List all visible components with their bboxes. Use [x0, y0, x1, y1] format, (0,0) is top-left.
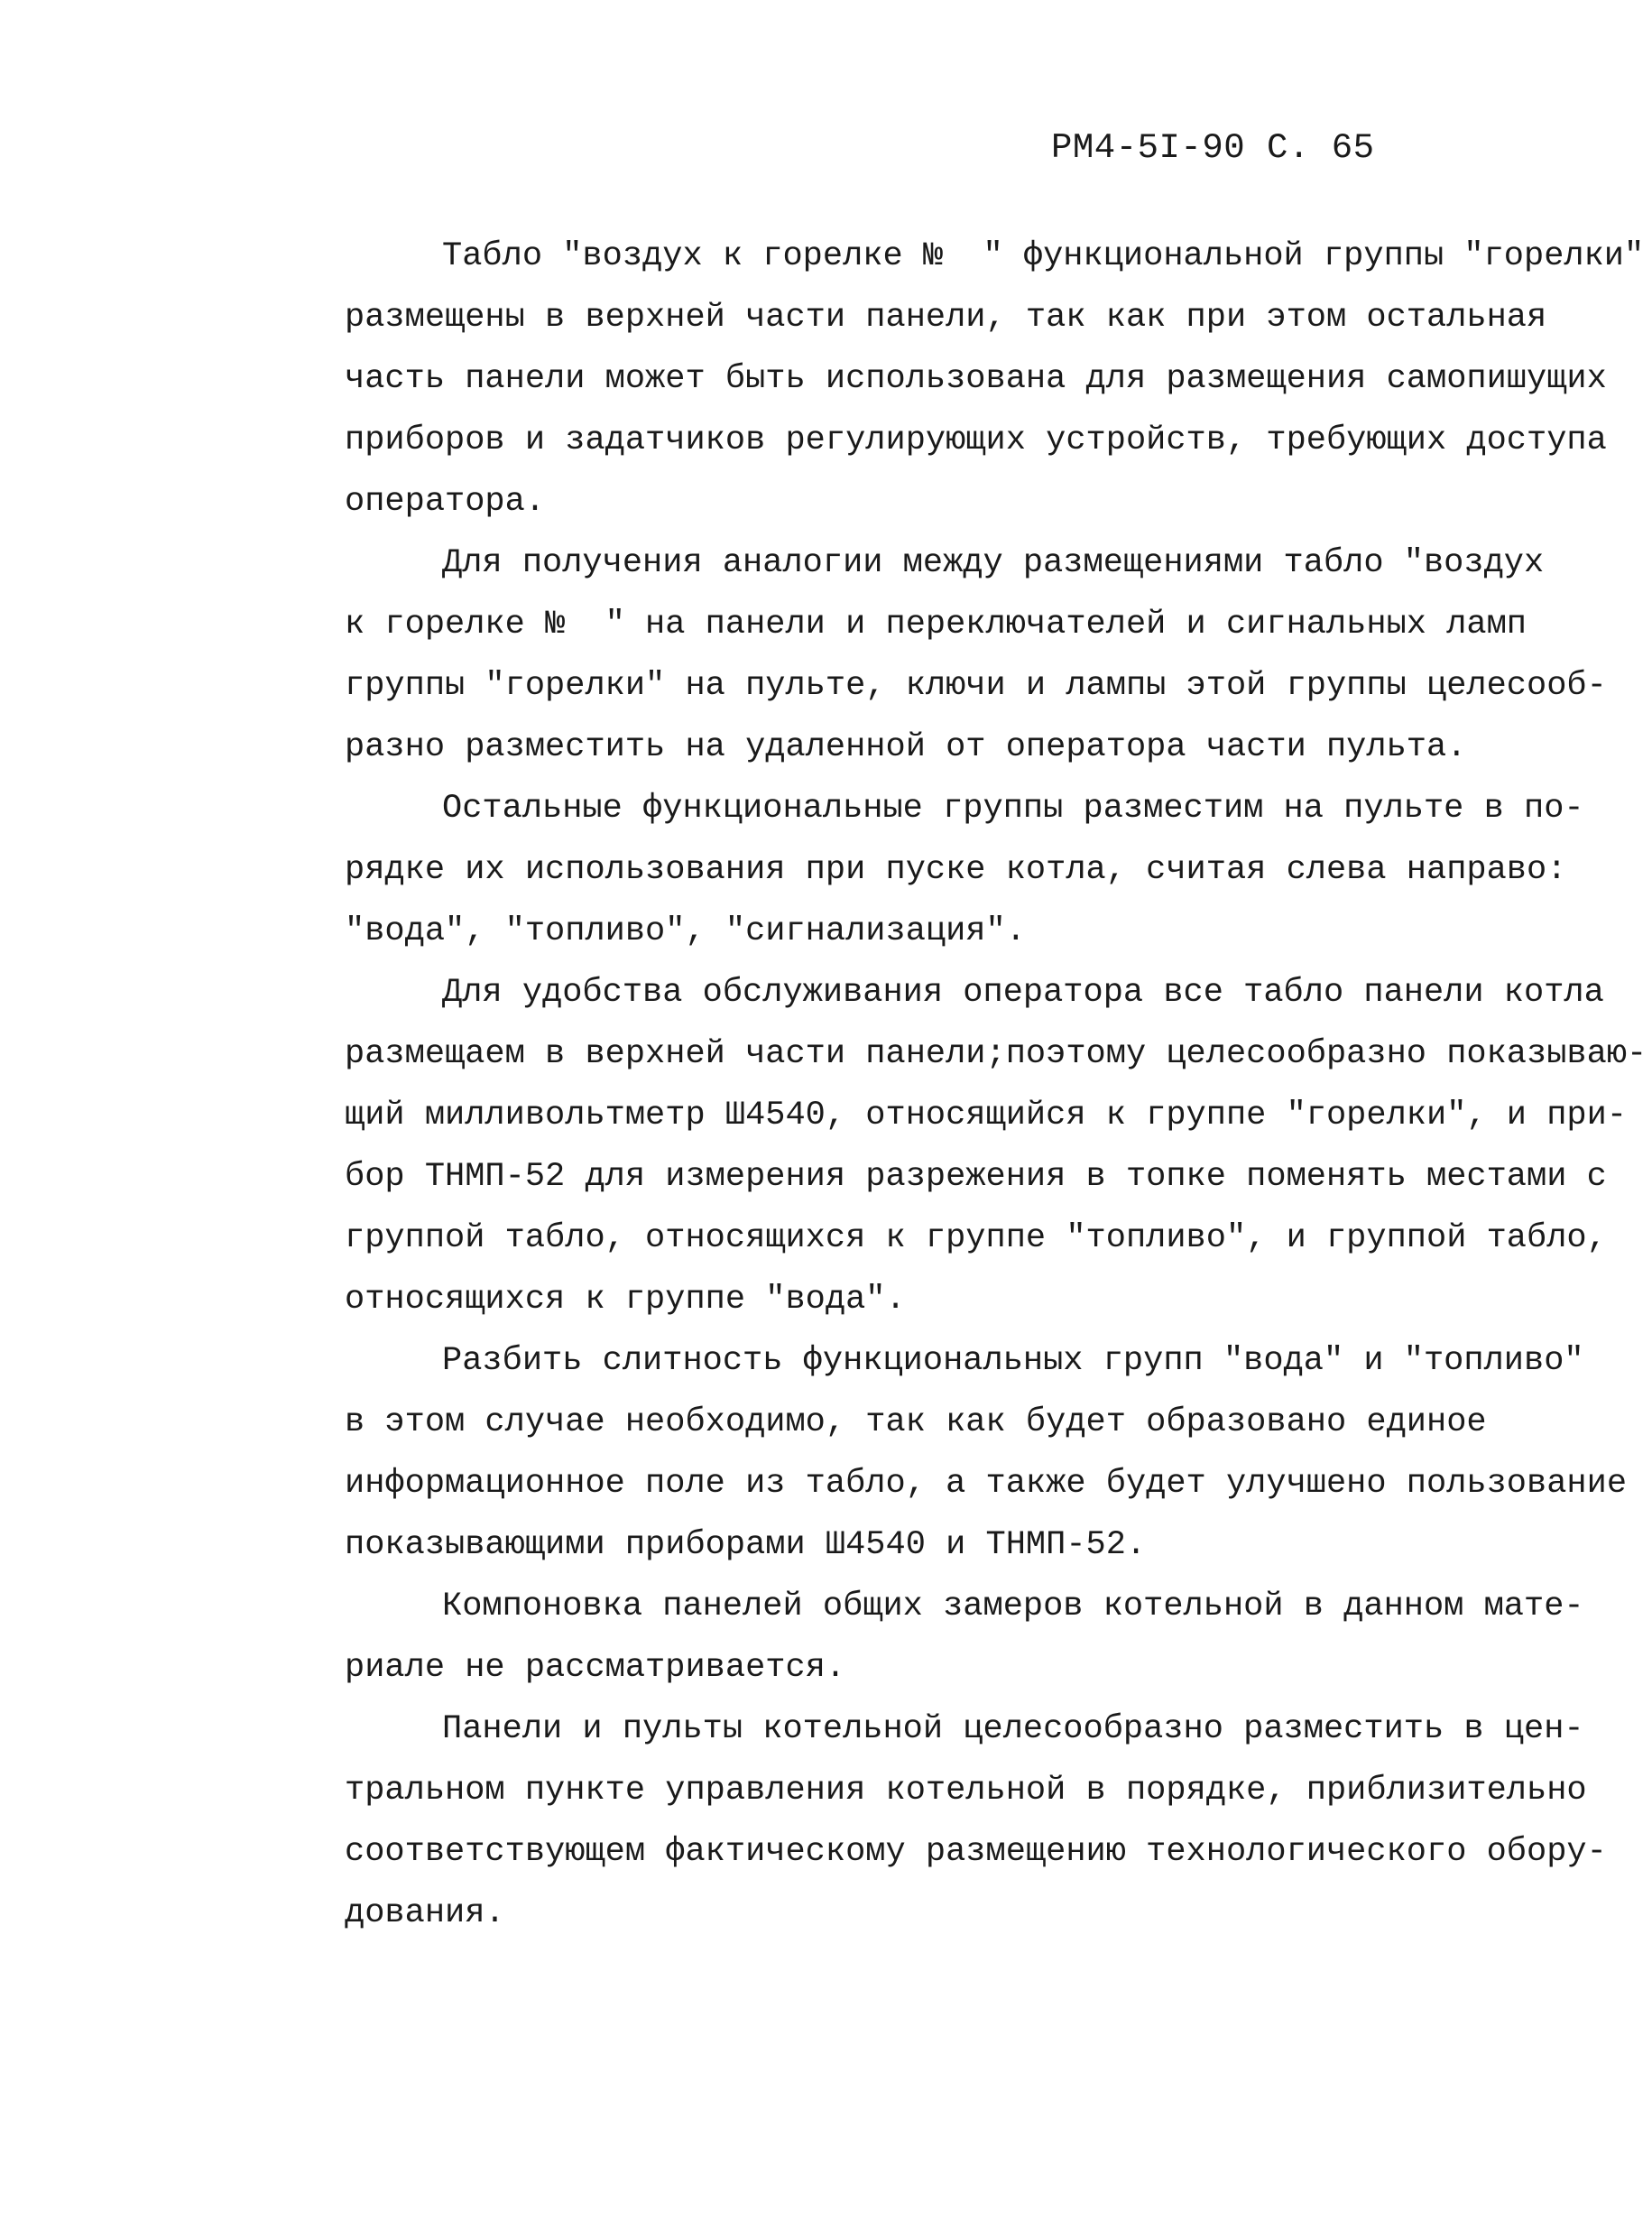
paragraph-2: [345, 532, 1626, 778]
document-body: [345, 226, 1647, 1944]
text-line: рядке их использования при пуске котла, считая слева направо:: [345, 851, 1567, 889]
text-line: Разбить слитность функциональных групп "вода" и "топливо": [442, 1342, 1584, 1380]
text-line: информационное поле из табло, а также будет улучшено пользование: [345, 1465, 1628, 1503]
text-line: часть панели может быть использована для размещения самопишущих: [345, 360, 1607, 398]
text-line: "вода", "топливо", "сигнализация".: [345, 912, 1026, 950]
text-line: Остальные функциональные группы разместим на пульте в по-: [442, 790, 1584, 828]
text-line: группой табло, относящихся к группе "топливо", и группой табло,: [345, 1219, 1607, 1257]
text-line: показывающими приборами Ш4540 и ТНМП-52.: [345, 1526, 1147, 1564]
paragraph-5: [345, 1330, 1626, 1576]
text-line: к горелке № " на панели и переключателей и сигнальных ламп: [345, 606, 1527, 643]
paragraph-7: [345, 1699, 1626, 1944]
text-line: бор ТНМП-52 для измерения разрежения в топке поменять местами с: [345, 1158, 1607, 1196]
text-line: Табло "воздух к горелке № " функциональной группы "горелки": [442, 237, 1645, 275]
paragraph-3: [345, 778, 1626, 962]
text-line: Для получения аналогии между размещениями табло "воздух: [442, 544, 1545, 582]
paragraph-6: [345, 1576, 1626, 1699]
page-reference: РМ4-5I-90 С. 65: [1051, 128, 1375, 168]
text-line: соответствующем фактическому размещению технологического обору-: [345, 1833, 1607, 1871]
paragraph-4: [345, 962, 1647, 1330]
text-line: риале не рассматривается.: [345, 1649, 846, 1687]
text-line: группы "горелки" на пульте, ключи и лампы этой группы целесооб-: [345, 667, 1607, 705]
text-line: Компоновка панелей общих замеров котельной в данном мате-: [442, 1588, 1584, 1625]
text-line: разно разместить на удаленной от оператора части пульта.: [345, 728, 1467, 766]
text-line: тральном пункте управления котельной в порядке, приблизительно: [345, 1772, 1587, 1810]
paragraph-1: [345, 226, 1645, 532]
text-line: Панели и пульты котельной целесообразно разместить в цен-: [442, 1710, 1584, 1748]
text-line: размещаем в верхней части панели;поэтому целесообразно показываю-: [345, 1035, 1647, 1073]
text-line: оператора.: [345, 483, 546, 521]
text-line: Для удобства обслуживания оператора все табло панели котла: [442, 974, 1604, 1012]
text-line: щий милливольтметр Ш4540, относящийся к группе "горелки", и при-: [345, 1097, 1628, 1134]
text-line: относящихся к группе "вода".: [345, 1281, 906, 1319]
text-line: в этом случае необходимо, так как будет образовано единое: [345, 1403, 1487, 1441]
text-line: приборов и задатчиков регулирующих устройств, требующих доступа: [345, 421, 1607, 459]
text-line: размещены в верхней части панели, так как при этом остальная: [345, 299, 1547, 337]
text-line: дования.: [345, 1894, 505, 1932]
